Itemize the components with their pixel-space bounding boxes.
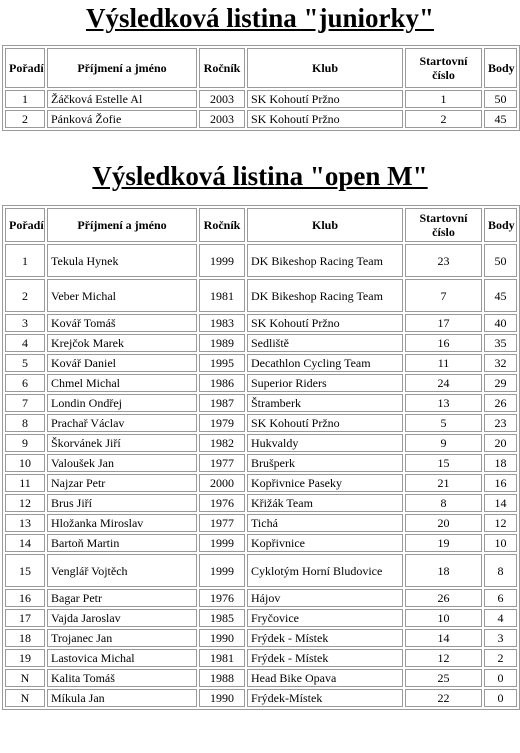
points-cell: 50 xyxy=(484,90,517,108)
table-header-row xyxy=(5,48,517,88)
start-number-cell: 8 xyxy=(405,494,482,512)
points-cell: 8 xyxy=(484,554,517,587)
name-cell: Trojanec Jan xyxy=(47,629,197,647)
club-cell: Kopřivnice xyxy=(247,534,403,552)
year-cell: 1989 xyxy=(199,334,245,352)
start-number-cell: 1 xyxy=(405,90,482,108)
year-cell: 1999 xyxy=(199,244,245,277)
year-cell: 1981 xyxy=(199,279,245,312)
rank-cell: 5 xyxy=(5,354,45,372)
header-club: Klub xyxy=(247,208,403,242)
club-cell: Decathlon Cycling Team xyxy=(247,354,403,372)
start-number-cell: 13 xyxy=(405,394,482,412)
header-rank: Pořadí xyxy=(5,208,45,242)
name-cell: Škorvánek Jiří xyxy=(47,434,197,452)
name-cell: Vajda Jaroslav xyxy=(47,609,197,627)
rank-cell: 16 xyxy=(5,589,45,607)
rank-cell: 4 xyxy=(5,334,45,352)
table-row xyxy=(5,279,517,312)
start-number-cell: 16 xyxy=(405,334,482,352)
results-title-open-m: Výsledková listina "open M" xyxy=(92,161,428,191)
table-row xyxy=(5,244,517,277)
table-row xyxy=(5,609,517,627)
club-cell: SK Kohoutí Pržno xyxy=(247,110,403,128)
table-row xyxy=(5,474,517,492)
name-cell: Chmel Michal xyxy=(47,374,197,392)
table-row xyxy=(5,454,517,472)
rank-cell: 15 xyxy=(5,554,45,587)
name-cell: Kovář Daniel xyxy=(47,354,197,372)
name-cell: Valoušek Jan xyxy=(47,454,197,472)
table-row xyxy=(5,314,517,332)
rank-cell: N xyxy=(5,669,45,687)
name-cell: Bagar Petr xyxy=(47,589,197,607)
club-cell: Sedliště xyxy=(247,334,403,352)
rank-cell: 2 xyxy=(5,110,45,128)
name-cell: Krejčok Marek xyxy=(47,334,197,352)
club-cell: DK Bikeshop Racing Team xyxy=(247,279,403,312)
start-number-cell: 9 xyxy=(405,434,482,452)
start-number-cell: 11 xyxy=(405,354,482,372)
year-cell: 1990 xyxy=(199,629,245,647)
start-number-cell: 21 xyxy=(405,474,482,492)
club-cell: Křižák Team xyxy=(247,494,403,512)
year-cell: 1999 xyxy=(199,534,245,552)
start-number-cell: 22 xyxy=(405,689,482,707)
points-cell: 16 xyxy=(484,474,517,492)
start-number-cell: 26 xyxy=(405,589,482,607)
year-cell: 1995 xyxy=(199,354,245,372)
header-club: Klub xyxy=(247,48,403,88)
year-cell: 2000 xyxy=(199,474,245,492)
name-cell: Pánková Žofie xyxy=(47,110,197,128)
club-cell: SK Kohoutí Pržno xyxy=(247,414,403,432)
header-start-number: Startovní číslo xyxy=(405,208,482,242)
club-cell: Superior Riders xyxy=(247,374,403,392)
table-row xyxy=(5,494,517,512)
table-row xyxy=(5,514,517,532)
name-cell: Míkula Jan xyxy=(47,689,197,707)
points-cell: 0 xyxy=(484,669,517,687)
table-row xyxy=(5,394,517,412)
rank-cell: 17 xyxy=(5,609,45,627)
year-cell: 1976 xyxy=(199,494,245,512)
points-cell: 2 xyxy=(484,649,517,667)
name-cell: Lastovica Michal xyxy=(47,649,197,667)
start-number-cell: 18 xyxy=(405,554,482,587)
name-cell: Najzar Petr xyxy=(47,474,197,492)
points-cell: 29 xyxy=(484,374,517,392)
year-cell: 1976 xyxy=(199,589,245,607)
table-row xyxy=(5,554,517,587)
rank-cell: N xyxy=(5,689,45,707)
rank-cell: 2 xyxy=(5,279,45,312)
name-cell: Brus Jiří xyxy=(47,494,197,512)
start-number-cell: 15 xyxy=(405,454,482,472)
name-cell: Kovář Tomáš xyxy=(47,314,197,332)
year-cell: 1985 xyxy=(199,609,245,627)
year-cell: 1977 xyxy=(199,514,245,532)
club-cell: Frýdek - Místek xyxy=(247,649,403,667)
table-row xyxy=(5,689,517,707)
year-cell: 1982 xyxy=(199,434,245,452)
rank-cell: 13 xyxy=(5,514,45,532)
club-cell: SK Kohoutí Pržno xyxy=(247,314,403,332)
year-cell: 2003 xyxy=(199,90,245,108)
rank-cell: 19 xyxy=(5,649,45,667)
rank-cell: 12 xyxy=(5,494,45,512)
year-cell: 1999 xyxy=(199,554,245,587)
club-cell: Štramberk xyxy=(247,394,403,412)
club-cell: Hájov xyxy=(247,589,403,607)
points-cell: 3 xyxy=(484,629,517,647)
rank-cell: 1 xyxy=(5,244,45,277)
table-row xyxy=(5,334,517,352)
year-cell: 1988 xyxy=(199,669,245,687)
table-row xyxy=(5,629,517,647)
rank-cell: 8 xyxy=(5,414,45,432)
year-cell: 1977 xyxy=(199,454,245,472)
table-row xyxy=(5,354,517,372)
start-number-cell: 5 xyxy=(405,414,482,432)
year-cell: 2003 xyxy=(199,110,245,128)
points-cell: 45 xyxy=(484,279,517,312)
table-row xyxy=(5,434,517,452)
rank-cell: 3 xyxy=(5,314,45,332)
header-points: Body xyxy=(484,48,517,88)
club-cell: SK Kohoutí Pržno xyxy=(247,90,403,108)
points-cell: 10 xyxy=(484,534,517,552)
name-cell: Kalita Tomáš xyxy=(47,669,197,687)
rank-cell: 7 xyxy=(5,394,45,412)
start-number-cell: 10 xyxy=(405,609,482,627)
club-cell: Hukvaldy xyxy=(247,434,403,452)
points-cell: 4 xyxy=(484,609,517,627)
name-cell: Veber Michal xyxy=(47,279,197,312)
rank-cell: 1 xyxy=(5,90,45,108)
rank-cell: 14 xyxy=(5,534,45,552)
club-cell: Kopřivnice Paseky xyxy=(247,474,403,492)
start-number-cell: 20 xyxy=(405,514,482,532)
table-row xyxy=(5,110,517,128)
year-cell: 1983 xyxy=(199,314,245,332)
table-row xyxy=(5,534,517,552)
name-cell: Bartoň Martin xyxy=(47,534,197,552)
start-number-cell: 2 xyxy=(405,110,482,128)
points-cell: 12 xyxy=(484,514,517,532)
points-cell: 14 xyxy=(484,494,517,512)
rank-cell: 9 xyxy=(5,434,45,452)
rank-cell: 6 xyxy=(5,374,45,392)
results-title-juniors: Výsledková listina "juniorky" xyxy=(85,3,435,33)
header-name: Příjmení a jméno xyxy=(47,48,197,88)
header-year: Ročník xyxy=(199,48,245,88)
year-cell: 1981 xyxy=(199,649,245,667)
points-cell: 0 xyxy=(484,689,517,707)
points-cell: 18 xyxy=(484,454,517,472)
year-cell: 1986 xyxy=(199,374,245,392)
club-cell: Head Bike Opava xyxy=(247,669,403,687)
rank-cell: 11 xyxy=(5,474,45,492)
table-header-row xyxy=(5,208,517,242)
results-table-open-m xyxy=(2,205,520,710)
year-cell: 1987 xyxy=(199,394,245,412)
club-cell: Brušperk xyxy=(247,454,403,472)
start-number-cell: 14 xyxy=(405,629,482,647)
name-cell: Londin Ondřej xyxy=(47,394,197,412)
table-row xyxy=(5,90,517,108)
header-year: Ročník xyxy=(199,208,245,242)
club-cell: DK Bikeshop Racing Team xyxy=(247,244,403,277)
start-number-cell: 17 xyxy=(405,314,482,332)
year-cell: 1990 xyxy=(199,689,245,707)
header-name: Příjmení a jméno xyxy=(47,208,197,242)
rank-cell: 10 xyxy=(5,454,45,472)
points-cell: 35 xyxy=(484,334,517,352)
name-cell: Žáčková Estelle Al xyxy=(47,90,197,108)
points-cell: 6 xyxy=(484,589,517,607)
year-cell: 1979 xyxy=(199,414,245,432)
points-cell: 50 xyxy=(484,244,517,277)
rank-cell: 18 xyxy=(5,629,45,647)
start-number-cell: 19 xyxy=(405,534,482,552)
name-cell: Tekula Hynek xyxy=(47,244,197,277)
points-cell: 45 xyxy=(484,110,517,128)
name-cell: Venglář Vojtěch xyxy=(47,554,197,587)
start-number-cell: 23 xyxy=(405,244,482,277)
header-rank: Pořadí xyxy=(5,48,45,88)
table-row xyxy=(5,414,517,432)
club-cell: Cyklotým Horní Bludovice xyxy=(247,554,403,587)
results-table-juniors xyxy=(2,45,520,131)
start-number-cell: 12 xyxy=(405,649,482,667)
club-cell: Tichá xyxy=(247,514,403,532)
points-cell: 32 xyxy=(484,354,517,372)
header-start-number: Startovní číslo xyxy=(405,48,482,88)
table-row xyxy=(5,669,517,687)
table-row xyxy=(5,589,517,607)
club-cell: Frýdek-Místek xyxy=(247,689,403,707)
start-number-cell: 24 xyxy=(405,374,482,392)
points-cell: 40 xyxy=(484,314,517,332)
start-number-cell: 7 xyxy=(405,279,482,312)
points-cell: 23 xyxy=(484,414,517,432)
name-cell: Hložanka Miroslav xyxy=(47,514,197,532)
name-cell: Prachař Václav xyxy=(47,414,197,432)
table-row xyxy=(5,374,517,392)
start-number-cell: 25 xyxy=(405,669,482,687)
points-cell: 26 xyxy=(484,394,517,412)
club-cell: Fryčovice xyxy=(247,609,403,627)
club-cell: Frýdek - Místek xyxy=(247,629,403,647)
header-points: Body xyxy=(484,208,517,242)
table-row xyxy=(5,649,517,667)
points-cell: 20 xyxy=(484,434,517,452)
